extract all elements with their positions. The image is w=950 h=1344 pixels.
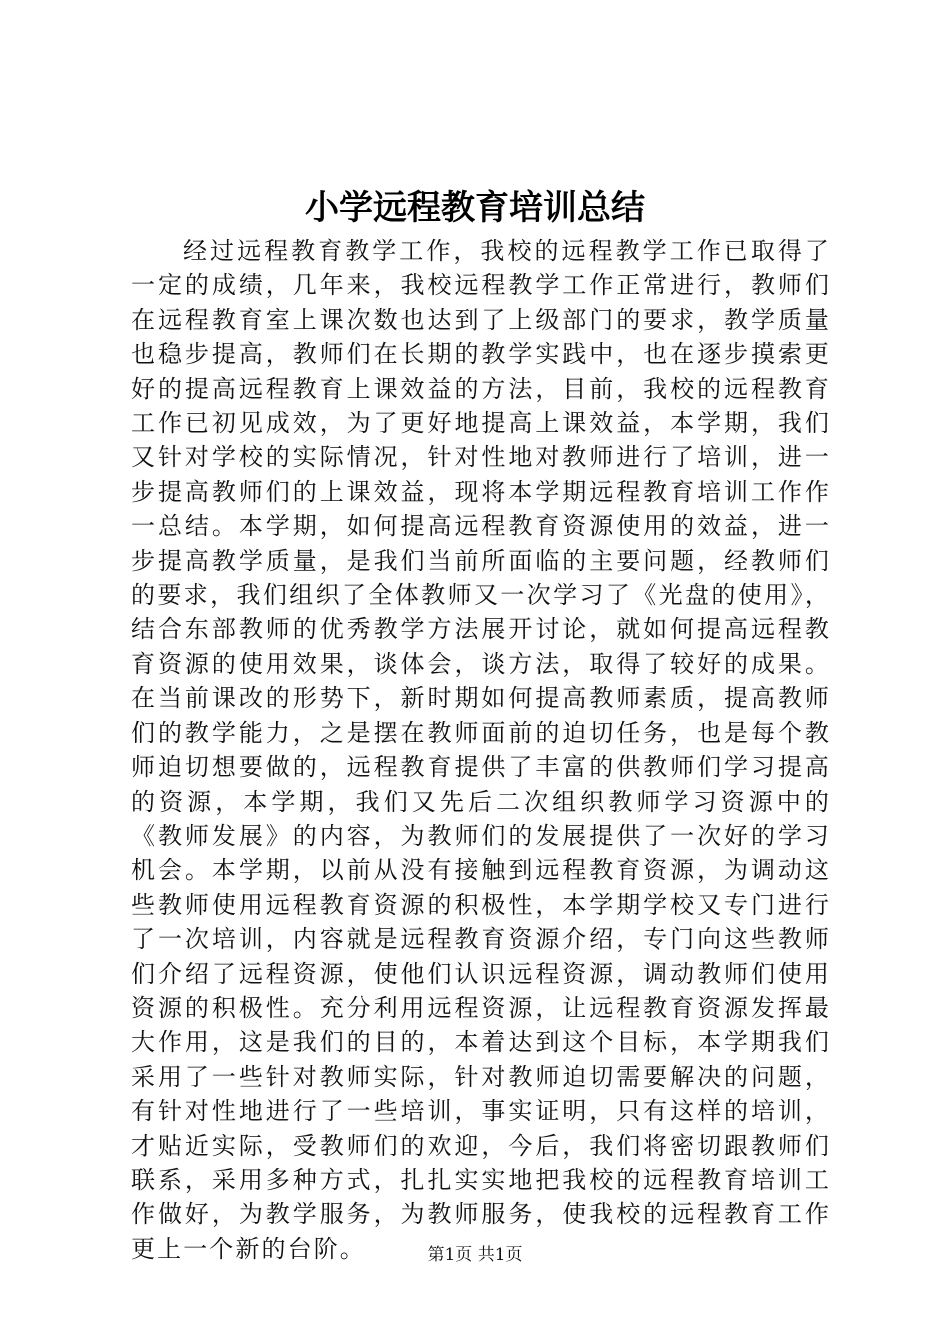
document-body-paragraph: 经过远程教育教学工作，我校的远程教学工作已取得了一定的成绩，几年来，我校远程教学工作正常进行，教师们在远程教育室上课次数也达到了上级部门的要求，教学质量也稳步提高，教师们在长期的教学实践中，也在逐步摸索更好的提高远程教育上课效益的方法，目前，我校的远程教育工作已初见成效，为了更好地提高上课效益，本学期，我们又针对学校的实际情况，针对性地对教师进行了培训，进一步提高教师们的上课效益，现将本学期远程教育培训工作作一总结。本学期，如何提高远程教育资源使用的效益，进一步提高教学质量，是我们当前所面临的主要问题，经教师们的要求，我们组织了全体教师又一次学习了《光盘的使用》，结合东部教师的优秀教学方法展开讨论，就如何提高远程教育资源的使用效果，谈体会，谈方法，取得了较好的成果。在当前课改的形势下，新时期如何提高教师素质，提高教师们的教学能力，之是摆在教师面前的迫切任务，也是每个教师迫切想要做的，远程教育提供了丰富的供教师们学习提高的资源，本学期，我们又先后二次组织教师学习资源中的《教师发展》的内容，为教师们的发展提供了一次好的学习机会。本学期，以前从没有接触到远程教育资源，为调动这些教师使用远程教育资源的积极性，本学期学校又专门进行了一次培训，内容就是远程教育资源介绍，专门向这些教师们介绍了远程资源，使他们认识远程资源，调动教师们使用资源的积极性。充分利用远程资源，让远程教育资源发挥最大作用，这是我们的目的，本着达到这个目标，本学期我们采用了一些针对教师实际，针对教师迫切需要解决的问题，有针对性地进行了一些培训，事实证明，只有这样的培训，才贴近实际，受教师们的欢迎，今后，我们将密切跟教师们联系，采用多种方式，扎扎实实地把我校的远程教育培训工作做好，为教学服务，为教师服务，使我校的远程教育工作更上一个新的台阶。 — [131, 237, 831, 1263]
page-number-footer: 第1页 共1页 — [427, 1245, 523, 1265]
document-title: 小学远程教育培训总结 — [305, 188, 645, 228]
